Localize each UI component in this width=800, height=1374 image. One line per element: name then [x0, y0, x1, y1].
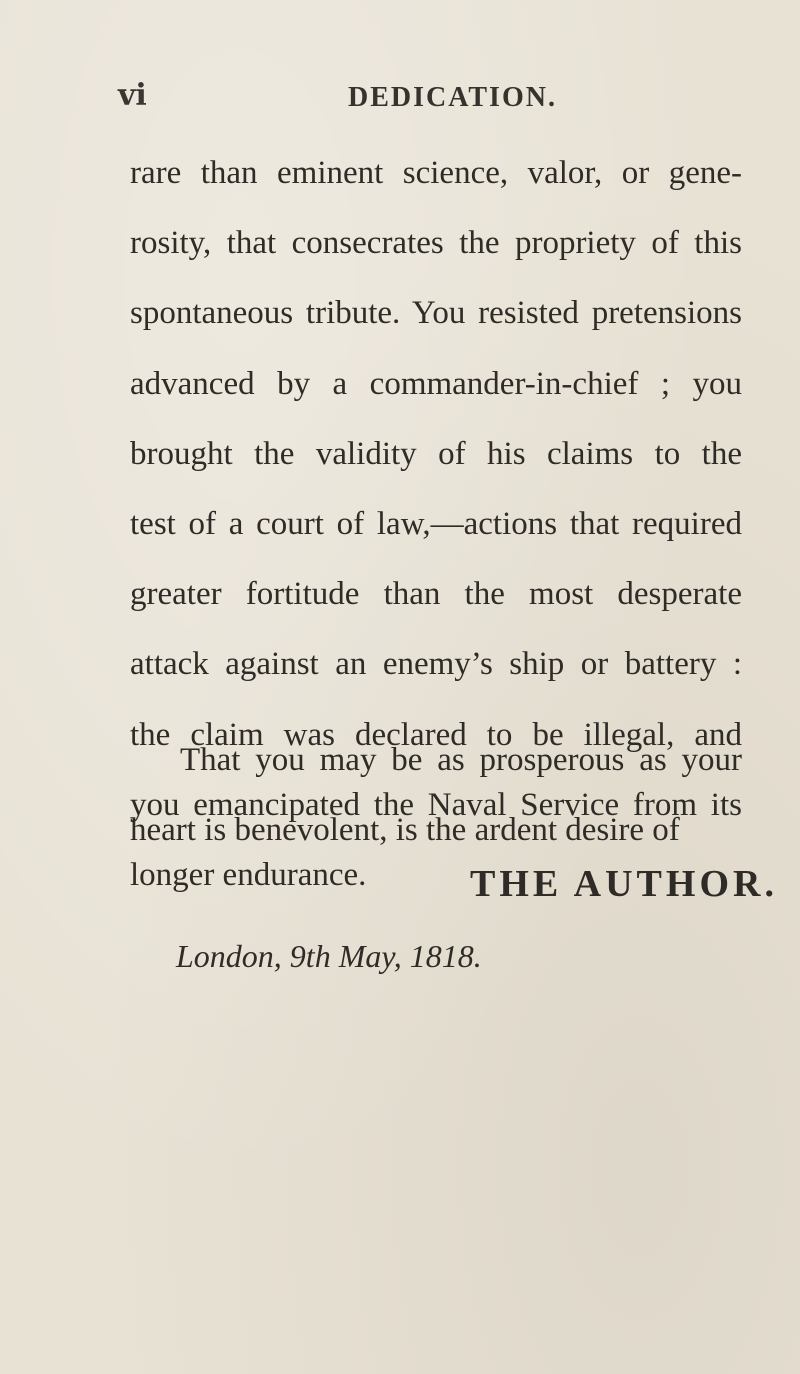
text-line: you emancipated the Naval Service from its	[130, 786, 742, 823]
page-header	[0, 78, 800, 118]
dateline: London, 9th May, 1818.	[176, 938, 482, 974]
text-line: attack against an enemy’s ship or battery :	[130, 646, 742, 683]
running-title: DEDICATION.	[348, 82, 557, 113]
text-line: spontaneous tribute. You resisted pretensions	[130, 295, 742, 332]
text-line: brought the validity of his claims to the	[130, 435, 742, 472]
closing-paragraph	[130, 725, 742, 865]
text-line: test of a court of law,—actions that required	[130, 505, 742, 542]
text-line: heart is benevolent, is the ardent desire of	[130, 812, 680, 849]
text-line: rosity, that consecrates the propriety of this	[130, 225, 742, 262]
text-line: advanced by a commander-in-chief ; you	[130, 365, 742, 402]
text-line: the claim was declared to be illegal, and	[130, 716, 742, 753]
page-number: vi	[118, 78, 147, 113]
text-line: longer endurance.	[130, 856, 367, 893]
text-line: That you may be as prosperous as your	[180, 742, 742, 778]
author-signature: THE AUTHOR.	[470, 863, 778, 905]
text-line: rare than eminent science, valor, or gene-	[130, 155, 742, 191]
text-line: greater fortitude than the most desperate	[130, 576, 742, 613]
